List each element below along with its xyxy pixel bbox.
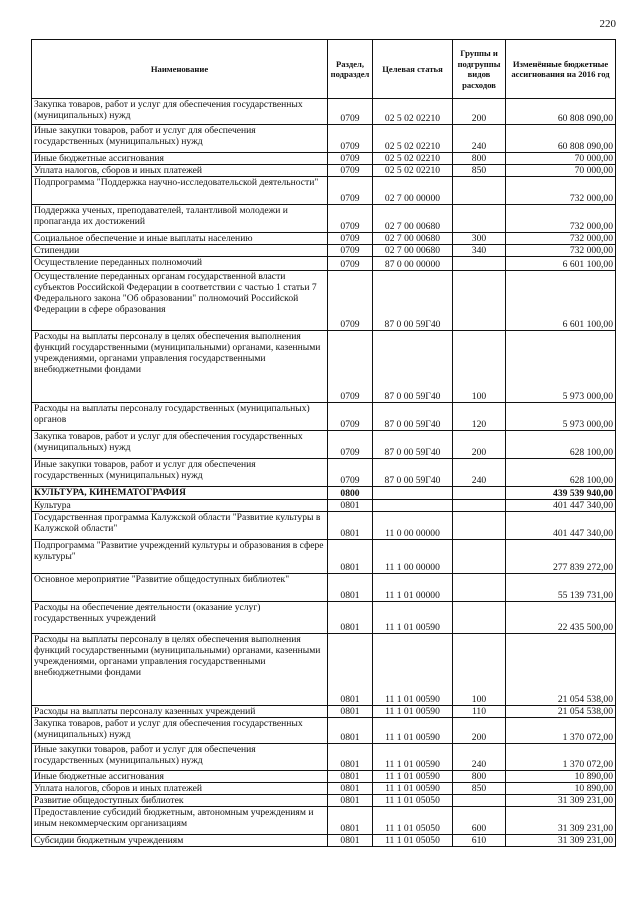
row-article: 11 1 01 00590 <box>373 634 453 706</box>
row-article: 11 0 00 00000 <box>373 512 453 540</box>
header-article: Целевая статья <box>373 40 453 99</box>
row-group: 610 <box>453 835 506 847</box>
row-group: 200 <box>453 431 506 459</box>
row-section: 0801 <box>328 574 373 602</box>
row-name: Предоставление субсидий бюджетным, автономным учреждениям и иным некоммерческим организациям <box>32 807 328 835</box>
row-article: 02 5 02 02210 <box>373 165 453 177</box>
row-section: 0801 <box>328 718 373 744</box>
row-article <box>373 500 453 512</box>
row-amount: 5 973 000,00 <box>506 331 616 403</box>
row-group <box>453 257 506 271</box>
row-article: 87 0 00 59Г40 <box>373 271 453 331</box>
row-amount: 31 309 231,00 <box>506 835 616 847</box>
row-amount: 401 447 340,00 <box>506 500 616 512</box>
row-group <box>453 540 506 574</box>
row-name: Закупка товаров, работ и услуг для обеспечения государственных (муниципальных) нужд <box>32 99 328 125</box>
row-amount: 55 139 731,00 <box>506 574 616 602</box>
row-group <box>453 602 506 634</box>
row-name: Осуществление переданных органам государственной власти субъектов Российской Федерации в соответствии с частью 1 статьи 7 Федерального закона "Об образовании" полномочий Российской Федерации в сфере образования <box>32 271 328 331</box>
row-amount: 21 054 538,00 <box>506 634 616 706</box>
row-article: 11 1 01 00590 <box>373 771 453 783</box>
row-amount: 401 447 340,00 <box>506 512 616 540</box>
row-article: 02 7 00 00680 <box>373 233 453 245</box>
row-amount: 6 601 100,00 <box>506 257 616 271</box>
row-section: 0709 <box>328 165 373 177</box>
table-row <box>32 634 616 706</box>
row-group: 800 <box>453 771 506 783</box>
row-section: 0801 <box>328 835 373 847</box>
row-section: 0709 <box>328 459 373 487</box>
table-row <box>32 331 616 403</box>
row-article: 11 1 01 00590 <box>373 744 453 771</box>
row-name: Расходы на выплаты персоналу в целях обеспечения выполнения функций государственными (муниципальными) органами, казенными учреждениями, органами управления государственными внебюджетными фондами <box>32 634 328 706</box>
row-amount: 22 435 500,00 <box>506 602 616 634</box>
row-group: 340 <box>453 245 506 257</box>
table-row <box>32 233 616 245</box>
page-number: 220 <box>599 18 616 30</box>
row-group <box>453 177 506 205</box>
row-article: 11 1 01 00000 <box>373 574 453 602</box>
row-group: 100 <box>453 634 506 706</box>
table-row <box>32 487 616 500</box>
row-name: Расходы на выплаты персоналу государственных (муниципальных) органов <box>32 403 328 431</box>
table-row <box>32 271 616 331</box>
row-name: Иные бюджетные ассигнования <box>32 153 328 165</box>
table-row <box>32 177 616 205</box>
row-amount: 628 100,00 <box>506 431 616 459</box>
row-section: 0801 <box>328 795 373 807</box>
table-row <box>32 744 616 771</box>
row-section: 0709 <box>328 125 373 153</box>
table-row <box>32 153 616 165</box>
row-article: 87 0 00 59Г40 <box>373 331 453 403</box>
table-row <box>32 706 616 718</box>
row-name: Закупка товаров, работ и услуг для обеспечения государственных (муниципальных) нужд <box>32 718 328 744</box>
row-article: 11 1 01 05050 <box>373 807 453 835</box>
row-amount: 6 601 100,00 <box>506 271 616 331</box>
table-row <box>32 574 616 602</box>
row-article: 02 5 02 02210 <box>373 153 453 165</box>
table-row <box>32 165 616 177</box>
row-article: 87 0 00 59Г40 <box>373 403 453 431</box>
table-body <box>32 99 616 847</box>
table-row <box>32 257 616 271</box>
row-amount: 732 000,00 <box>506 245 616 257</box>
header-name: Наименование <box>32 40 328 99</box>
row-section: 0709 <box>328 431 373 459</box>
row-name: Осуществление переданных полномочий <box>32 257 328 271</box>
row-article: 87 0 00 59Г40 <box>373 431 453 459</box>
row-name: Культура <box>32 500 328 512</box>
row-name: Поддержка ученых, преподавателей, талантливой молодежи и пропаганда их достижений <box>32 205 328 233</box>
table-row <box>32 718 616 744</box>
row-amount: 31 309 231,00 <box>506 807 616 835</box>
row-article: 11 1 01 00590 <box>373 602 453 634</box>
row-amount: 60 808 090,00 <box>506 99 616 125</box>
row-section: 0801 <box>328 602 373 634</box>
row-name: Иные закупки товаров, работ и услуг для обеспечения государственных (муниципальных) нужд <box>32 125 328 153</box>
table-row <box>32 512 616 540</box>
row-name: Подпрограмма "Поддержка научно-исследовательской деятельности" <box>32 177 328 205</box>
row-section: 0801 <box>328 634 373 706</box>
row-group: 600 <box>453 807 506 835</box>
row-article: 11 1 00 00000 <box>373 540 453 574</box>
table-row <box>32 459 616 487</box>
row-name: Уплата налогов, сборов и иных платежей <box>32 783 328 795</box>
row-group: 800 <box>453 153 506 165</box>
row-amount: 1 370 072,00 <box>506 718 616 744</box>
row-article: 02 7 00 00680 <box>373 245 453 257</box>
row-group: 100 <box>453 331 506 403</box>
row-article <box>373 487 453 500</box>
row-name: Государственная программа Калужской области "Развитие культуры в Калужской области" <box>32 512 328 540</box>
row-article: 02 7 00 00680 <box>373 205 453 233</box>
row-group: 240 <box>453 744 506 771</box>
row-group: 200 <box>453 718 506 744</box>
row-amount: 21 054 538,00 <box>506 706 616 718</box>
row-name: Расходы на выплаты персоналу казенных учреждений <box>32 706 328 718</box>
row-section: 0801 <box>328 771 373 783</box>
row-section: 0801 <box>328 783 373 795</box>
row-section: 0801 <box>328 512 373 540</box>
row-name: Подпрограмма "Развитие учреждений культуры и образования в сфере культуры" <box>32 540 328 574</box>
row-name: Стипендии <box>32 245 328 257</box>
row-amount: 277 839 272,00 <box>506 540 616 574</box>
row-section: 0709 <box>328 233 373 245</box>
table-row <box>32 783 616 795</box>
row-amount: 439 539 940,00 <box>506 487 616 500</box>
row-article: 02 5 02 02210 <box>373 99 453 125</box>
row-group: 240 <box>453 125 506 153</box>
row-amount: 10 890,00 <box>506 783 616 795</box>
row-name: КУЛЬТУРА, КИНЕМАТОГРАФИЯ <box>32 487 328 500</box>
row-group: 850 <box>453 783 506 795</box>
budget-table <box>31 39 616 847</box>
row-group <box>453 795 506 807</box>
header-groups: Группы и подгруппы видов расходов <box>453 40 506 99</box>
row-section: 0801 <box>328 807 373 835</box>
row-group <box>453 574 506 602</box>
table-row <box>32 125 616 153</box>
row-section: 0709 <box>328 205 373 233</box>
row-section: 0801 <box>328 706 373 718</box>
table-row <box>32 403 616 431</box>
row-amount: 70 000,00 <box>506 165 616 177</box>
row-amount: 1 370 072,00 <box>506 744 616 771</box>
row-section: 0709 <box>328 245 373 257</box>
row-article: 11 1 01 05050 <box>373 795 453 807</box>
table-row <box>32 602 616 634</box>
row-section: 0709 <box>328 331 373 403</box>
row-group: 110 <box>453 706 506 718</box>
row-name: Закупка товаров, работ и услуг для обеспечения государственных (муниципальных) нужд <box>32 431 328 459</box>
row-group <box>453 271 506 331</box>
row-name: Иные закупки товаров, работ и услуг для обеспечения государственных (муниципальных) нужд <box>32 744 328 771</box>
row-article: 02 7 00 00000 <box>373 177 453 205</box>
table-row <box>32 807 616 835</box>
row-group: 850 <box>453 165 506 177</box>
row-section: 0801 <box>328 500 373 512</box>
row-section: 0709 <box>328 403 373 431</box>
row-amount: 10 890,00 <box>506 771 616 783</box>
row-section: 0709 <box>328 257 373 271</box>
table-row <box>32 795 616 807</box>
row-amount: 5 973 000,00 <box>506 403 616 431</box>
table-row <box>32 835 616 847</box>
row-article: 02 5 02 02210 <box>373 125 453 153</box>
row-group: 200 <box>453 99 506 125</box>
row-name: Иные бюджетные ассигнования <box>32 771 328 783</box>
row-article: 11 1 01 00590 <box>373 783 453 795</box>
row-group <box>453 487 506 500</box>
row-name: Иные закупки товаров, работ и услуг для обеспечения государственных (муниципальных) нужд <box>32 459 328 487</box>
row-name: Уплата налогов, сборов и иных платежей <box>32 165 328 177</box>
row-section: 0801 <box>328 744 373 771</box>
table-row <box>32 245 616 257</box>
row-amount: 732 000,00 <box>506 177 616 205</box>
row-article: 87 0 00 00000 <box>373 257 453 271</box>
row-article: 11 1 01 00590 <box>373 706 453 718</box>
header-amount: Изменённые бюджетные ассигнования на 2016 год <box>506 40 616 99</box>
table-row <box>32 771 616 783</box>
row-name: Развитие общедоступных библиотек <box>32 795 328 807</box>
row-section: 0801 <box>328 540 373 574</box>
row-group: 120 <box>453 403 506 431</box>
row-group <box>453 512 506 540</box>
row-section: 0709 <box>328 177 373 205</box>
table-row <box>32 540 616 574</box>
row-section: 0709 <box>328 271 373 331</box>
table-row <box>32 431 616 459</box>
row-amount: 31 309 231,00 <box>506 795 616 807</box>
row-group: 240 <box>453 459 506 487</box>
table-row <box>32 500 616 512</box>
row-section: 0709 <box>328 99 373 125</box>
row-group <box>453 500 506 512</box>
row-name: Социальное обеспечение и иные выплаты населению <box>32 233 328 245</box>
row-name: Расходы на обеспечение деятельности (оказание услуг) государственных учреждений <box>32 602 328 634</box>
row-name: Расходы на выплаты персоналу в целях обеспечения выполнения функций государственными (муниципальными) органами, казенными учреждениями, органами управления государственными внебюджетными фондами <box>32 331 328 403</box>
header-section: Раздел, подраздел <box>328 40 373 99</box>
row-amount: 70 000,00 <box>506 153 616 165</box>
row-amount: 732 000,00 <box>506 205 616 233</box>
row-section: 0709 <box>328 153 373 165</box>
row-name: Основное мероприятие "Развитие общедоступных библиотек" <box>32 574 328 602</box>
row-name: Субсидии бюджетным учреждениям <box>32 835 328 847</box>
row-article: 87 0 00 59Г40 <box>373 459 453 487</box>
row-section: 0800 <box>328 487 373 500</box>
row-article: 11 1 01 05050 <box>373 835 453 847</box>
row-group <box>453 205 506 233</box>
row-amount: 628 100,00 <box>506 459 616 487</box>
table-header-row <box>32 40 616 99</box>
row-article: 11 1 01 00590 <box>373 718 453 744</box>
row-amount: 732 000,00 <box>506 233 616 245</box>
row-amount: 60 808 090,00 <box>506 125 616 153</box>
row-group: 300 <box>453 233 506 245</box>
table-row <box>32 99 616 125</box>
table-row <box>32 205 616 233</box>
